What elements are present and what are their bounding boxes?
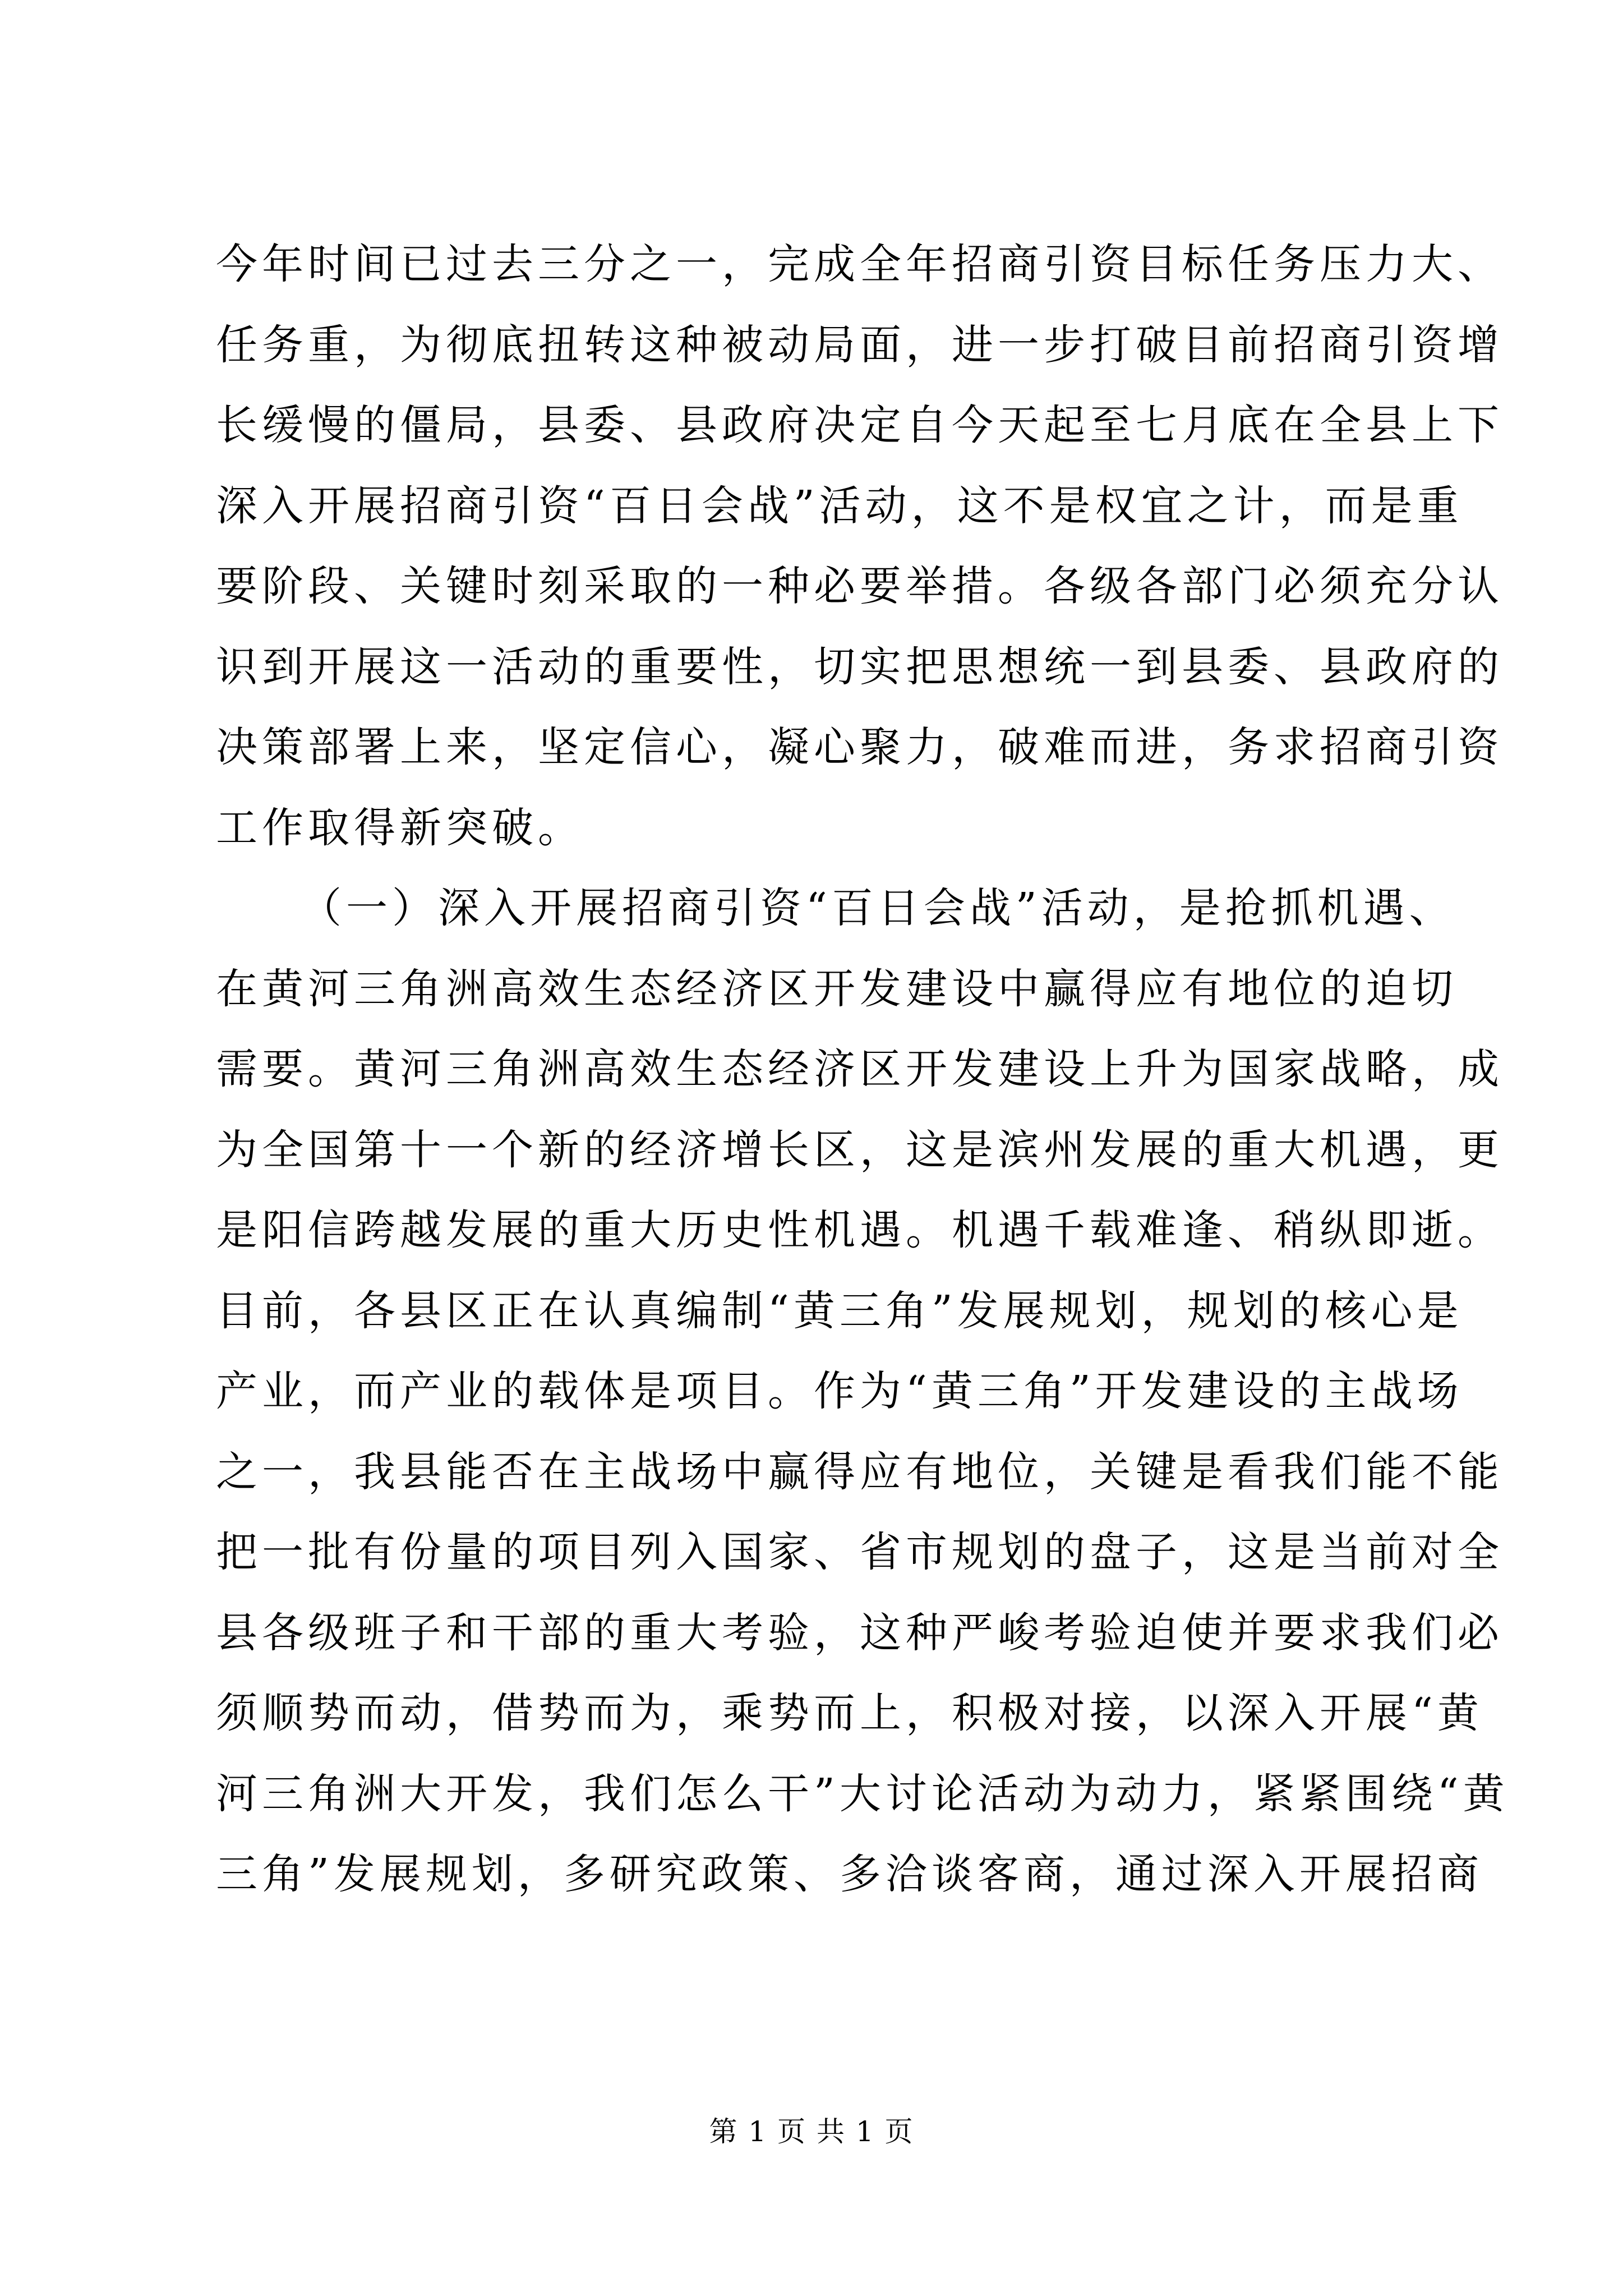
text-line-1: 今年时间已过去三分之一，完成全年招商引资目标任务压力大、 [216, 240, 1504, 288]
text-line-20: 河三角洲大开发，我们怎么干”大讨论活动为动力，紧紧围绕“黄 [216, 1769, 1509, 1818]
page-footer [0, 2115, 1623, 2148]
text-line-19: 须顺势而动，借势而为，乘势而上，积极对接，以深入开展“黄 [216, 1689, 1483, 1737]
text-line-11: 需要。黄河三角洲高效生态经济区开发建设上升为国家战略，成 [216, 1045, 1504, 1093]
text-line-13: 是阳信跨越发展的重大历史性机遇。机遇千载难逢、稍纵即逝。 [216, 1206, 1504, 1254]
section-heading-line: （一）深入开展招商引资“百日会战”活动，是抢抓机遇、 [300, 884, 1455, 932]
text-line-10: 在黄河三角洲高效生态经济区开发建设中赢得应有地位的迫切 [216, 964, 1458, 1013]
text-line-2: 任务重，为彻底扭转这种被动局面，进一步打破目前招商引资增 [216, 320, 1504, 369]
text-line-18: 县各级班子和干部的重大考验，这种严峻考验迫使并要求我们必 [216, 1608, 1504, 1657]
text-line-16: 之一，我县能否在主战场中赢得应有地位，关键是看我们能不能 [216, 1447, 1504, 1496]
text-line-17: 把一批有份量的项目列入国家、省市规划的盘子，这是当前对全 [216, 1528, 1504, 1576]
text-line-21: 三角”发展规划，多研究政策、多洽谈客商，通过深入开展招商 [216, 1850, 1483, 1898]
text-line-5: 要阶段、关键时刻采取的一种必要举措。各级各部门必须充分认 [216, 562, 1504, 610]
text-line-15: 产业，而产业的载体是项目。作为“黄三角”开发建设的主战场 [216, 1367, 1463, 1415]
text-line-14: 目前，各县区正在认真编制“黄三角”发展规划，规划的核心是 [216, 1286, 1463, 1335]
document-body [216, 224, 1509, 1915]
text-line-3: 长缓慢的僵局，县委、县政府决定自今天起至七月底在全县上下 [216, 401, 1504, 449]
page-number-label: 第 1 页 共 1 页 [709, 2115, 914, 2148]
text-line-8: 工作取得新突破。 [216, 803, 584, 852]
text-line-12: 为全国第十一个新的经济增长区，这是滨州发展的重大机遇，更 [216, 1125, 1504, 1174]
text-line-4: 深入开展招商引资“百日会战”活动，这不是权宜之计，而是重 [216, 481, 1463, 530]
text-line-6: 识到开展这一活动的重要性，切实把思想统一到县委、县政府的 [216, 642, 1504, 691]
text-line-7: 决策部署上来，坚定信心，凝心聚力，破难而进，务求招商引资 [216, 723, 1504, 771]
